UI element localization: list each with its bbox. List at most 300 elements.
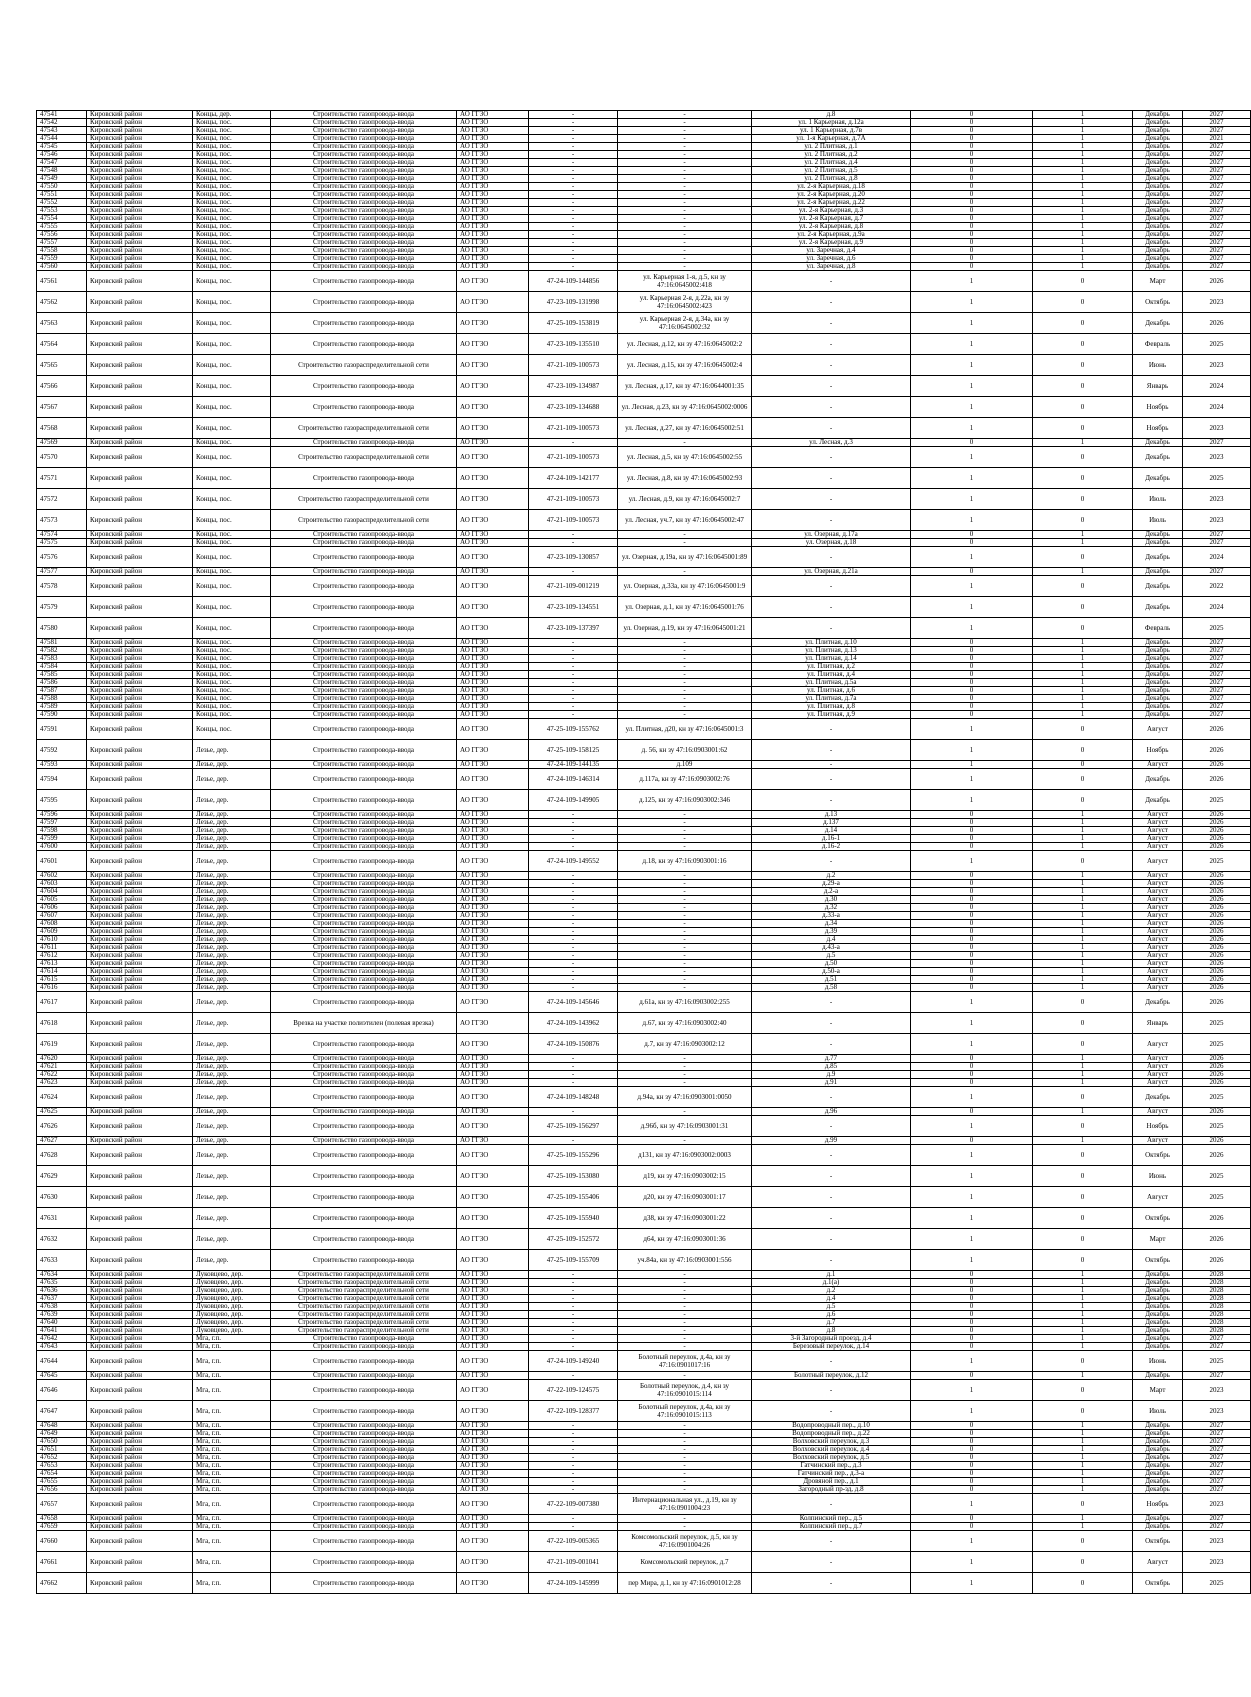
cell-v1: 0 [911,912,1033,920]
cell-id: 47642 [37,1335,87,1343]
cell-cadastral: д.94а, кн зу 47:16:0903001:0050 [618,1087,752,1108]
cell-v2: 1 [1033,1279,1133,1287]
cell-settlement: Концы, пос. [193,663,271,671]
cell-address: ул. Заречная, д.4 [752,247,911,255]
cell-id: 47574 [37,531,87,539]
cell-address: ул. 2-я Карьерная, д.9а [752,231,911,239]
table-row [37,263,1251,271]
cell-work: Строительство газопровода-ввода [271,912,457,920]
cell-work: Строительство газопровода-ввода [271,539,457,547]
cell-org: АО ГГЗО [457,1271,529,1279]
cell-address: д.58 [752,984,911,992]
cell-year: 2026 [1183,984,1251,992]
cell-district: Кировский район [87,1279,193,1287]
cell-settlement: Концы, пос. [193,655,271,663]
cell-tech: - [529,1055,618,1063]
cell-org: АО ГГЗО [457,231,529,239]
cell-cadastral: - [618,1462,752,1470]
cell-district: Кировский район [87,1438,193,1446]
cell-year: 2026 [1183,912,1251,920]
cell-id: 47588 [37,695,87,703]
cell-v2: 1 [1033,711,1133,719]
cell-cadastral: - [618,1311,752,1319]
cell-org: АО ГГЗО [457,976,529,984]
cell-v2: 1 [1033,671,1133,679]
cell-v2: 1 [1033,111,1133,119]
cell-v1: 1 [911,1250,1033,1271]
cell-address: д.50-а [752,968,911,976]
cell-id: 47576 [37,547,87,568]
cell-org: АО ГГЗО [457,207,529,215]
cell-v2: 0 [1033,790,1133,811]
cell-month: Август [1133,819,1183,827]
cell-v1: 0 [911,695,1033,703]
cell-district: Кировский район [87,1034,193,1055]
cell-v2: 1 [1033,1063,1133,1071]
cell-org: АО ГГЗО [457,968,529,976]
table-row [37,1552,1251,1573]
cell-id: 47590 [37,711,87,719]
cell-cadastral: - [618,1303,752,1311]
cell-id: 47568 [37,418,87,439]
cell-work: Строительство газораспределительной сети [271,355,457,376]
cell-district: Кировский район [87,976,193,984]
cell-id: 47661 [37,1552,87,1573]
cell-district: Кировский район [87,1116,193,1137]
cell-v1: 0 [911,159,1033,167]
cell-id: 47572 [37,489,87,510]
cell-id: 47644 [37,1351,87,1372]
cell-year: 2027 [1183,679,1251,687]
cell-district: Кировский район [87,1108,193,1116]
cell-settlement: Луковцево, дер. [193,1295,271,1303]
cell-year: 2027 [1183,687,1251,695]
cell-work: Строительство газопровода-ввода [271,679,457,687]
cell-org: АО ГГЗО [457,1515,529,1523]
cell-org: АО ГГЗО [457,671,529,679]
cell-tech: 47-21-109-100573 [529,510,618,531]
cell-work: Строительство газопровода-ввода [271,968,457,976]
cell-cadastral: - [618,811,752,819]
cell-id: 47626 [37,1116,87,1137]
cell-org: АО ГГЗО [457,1462,529,1470]
cell-id: 47662 [37,1573,87,1594]
cell-v1: 1 [911,761,1033,769]
cell-district: Кировский район [87,439,193,447]
cell-tech: 47-25-109-155709 [529,1250,618,1271]
cell-work: Строительство газопровода-ввода [271,568,457,576]
cell-v2: 1 [1033,439,1133,447]
cell-cadastral: - [618,231,752,239]
cell-address: ул. 2 Плитная, д.8 [752,175,911,183]
cell-month: Август [1133,1071,1183,1079]
cell-cadastral: - [618,920,752,928]
cell-id: 47564 [37,334,87,355]
table-row [37,1013,1251,1034]
cell-month: Декабрь [1133,711,1183,719]
table-row [37,992,1251,1013]
cell-org: АО ГГЗО [457,1335,529,1343]
cell-tech: - [529,1523,618,1531]
cell-district: Кировский район [87,1462,193,1470]
cell-month: Декабрь [1133,247,1183,255]
cell-v2: 0 [1033,447,1133,468]
table-row [37,355,1251,376]
cell-cadastral: д.18, кн зу 47:16:0903001:16 [618,851,752,872]
cell-id: 47629 [37,1166,87,1187]
cell-year: 2027 [1183,1335,1251,1343]
cell-year: 2027 [1183,1430,1251,1438]
cell-tech: - [529,167,618,175]
cell-district: Кировский район [87,671,193,679]
cell-cadastral: д19, кн зу 47:16:0903002:15 [618,1166,752,1187]
cell-settlement: Мга, г.п. [193,1372,271,1380]
cell-year: 2025 [1183,1166,1251,1187]
cell-id: 47634 [37,1271,87,1279]
cell-address: ул. 2-я Карьерная, д.8 [752,223,911,231]
cell-work: Строительство газопровода-ввода [271,397,457,418]
cell-work: Строительство газопровода-ввода [271,1055,457,1063]
cell-id: 47544 [37,135,87,143]
cell-org: АО ГГЗО [457,639,529,647]
cell-cadastral: ул. Лесная, д.8, кн зу 47:16:0645002:93 [618,468,752,489]
cell-id: 47570 [37,447,87,468]
cell-v1: 0 [911,1295,1033,1303]
table-row [37,489,1251,510]
cell-cadastral: д.67, кн зу 47:16:0903002:40 [618,1013,752,1034]
cell-district: Кировский район [87,960,193,968]
cell-month: Март [1133,1380,1183,1401]
cell-org: АО ГГЗО [457,247,529,255]
cell-id: 47640 [37,1319,87,1327]
cell-org: АО ГГЗО [457,1013,529,1034]
cell-month: Ноябрь [1133,397,1183,418]
cell-address: - [752,547,911,568]
cell-id: 47571 [37,468,87,489]
cell-v2: 1 [1033,1454,1133,1462]
cell-id: 47573 [37,510,87,531]
cell-year: 2026 [1183,811,1251,819]
cell-work: Строительство газопровода-ввода [271,1401,457,1422]
cell-tech: - [529,127,618,135]
cell-v1: 0 [911,811,1033,819]
cell-month: Август [1133,888,1183,896]
cell-month: Декабрь [1133,111,1183,119]
cell-org: АО ГГЗО [457,151,529,159]
cell-v1: 0 [911,1470,1033,1478]
cell-id: 47543 [37,127,87,135]
cell-cadastral: - [618,1137,752,1145]
cell-v1: 0 [911,1319,1033,1327]
cell-id: 47657 [37,1494,87,1515]
cell-settlement: Лезье, дер. [193,1079,271,1087]
cell-v2: 0 [1033,1401,1133,1422]
cell-v1: 0 [911,191,1033,199]
cell-address: ул. Лесная, д.3 [752,439,911,447]
cell-id: 47620 [37,1055,87,1063]
cell-cadastral: - [618,1523,752,1531]
table-row [37,711,1251,719]
table-row [37,1531,1251,1552]
cell-settlement: Лезье, дер. [193,888,271,896]
cell-district: Кировский район [87,819,193,827]
cell-month: Декабрь [1133,1295,1183,1303]
cell-v1: 0 [911,263,1033,271]
cell-cadastral: уч.84а, кн зу 47:16:0903001:556 [618,1250,752,1271]
cell-district: Кировский район [87,418,193,439]
cell-tech: 47-22-109-128377 [529,1401,618,1422]
cell-settlement: Концы, пос. [193,223,271,231]
cell-v2: 1 [1033,1311,1133,1319]
cell-settlement: Мга, г.п. [193,1573,271,1594]
cell-v1: 0 [911,223,1033,231]
cell-org: АО ГГЗО [457,468,529,489]
cell-month: Декабрь [1133,143,1183,151]
cell-month: Декабрь [1133,1287,1183,1295]
cell-work: Строительство газопровода-ввода [271,1372,457,1380]
cell-tech: 47-21-109-001219 [529,576,618,597]
cell-v1: 1 [911,468,1033,489]
cell-settlement: Мга, г.п. [193,1430,271,1438]
cell-cadastral: - [618,960,752,968]
cell-org: АО ГГЗО [457,843,529,851]
cell-org: АО ГГЗО [457,418,529,439]
cell-tech: - [529,888,618,896]
cell-v2: 1 [1033,1343,1133,1351]
cell-v2: 0 [1033,1034,1133,1055]
cell-district: Кировский район [87,827,193,835]
cell-cadastral: - [618,167,752,175]
cell-district: Кировский район [87,597,193,618]
cell-month: Ноябрь [1133,1494,1183,1515]
cell-tech: - [529,976,618,984]
cell-settlement: Лезье, дер. [193,968,271,976]
cell-tech: 47-24-109-142177 [529,468,618,489]
cell-work: Строительство газораспределительной сети [271,1279,457,1287]
cell-settlement: Концы, пос. [193,547,271,568]
cell-v2: 1 [1033,920,1133,928]
cell-settlement: Лезье, дер. [193,912,271,920]
cell-work: Строительство газопровода-ввода [271,1137,457,1145]
cell-v2: 1 [1033,159,1133,167]
cell-id: 47586 [37,679,87,687]
cell-work: Строительство газопровода-ввода [271,1079,457,1087]
cell-v1: 1 [911,418,1033,439]
cell-year: 2026 [1183,271,1251,292]
cell-v2: 0 [1033,618,1133,639]
cell-work: Строительство газопровода-ввода [271,976,457,984]
cell-work: Строительство газопровода-ввода [271,843,457,851]
cell-tech: 47-22-109-005365 [529,1531,618,1552]
cell-settlement: Лезье, дер. [193,984,271,992]
cell-org: АО ГГЗО [457,1523,529,1531]
cell-month: Август [1133,1552,1183,1573]
cell-address: 3-й Загородный проезд, д.4 [752,1335,911,1343]
cell-work: Строительство газопровода-ввода [271,1515,457,1523]
cell-org: АО ГГЗО [457,1446,529,1454]
cell-year: 2027 [1183,1438,1251,1446]
cell-cadastral: - [618,1470,752,1478]
cell-id: 47613 [37,960,87,968]
cell-address: - [752,1552,911,1573]
cell-settlement: Лезье, дер. [193,1034,271,1055]
cell-org: АО ГГЗО [457,1108,529,1116]
cell-org: АО ГГЗО [457,255,529,263]
cell-month: Август [1133,1137,1183,1145]
cell-cadastral: - [618,1271,752,1279]
cell-v2: 1 [1033,1523,1133,1531]
cell-v1: 1 [911,1187,1033,1208]
cell-tech: 47-24-109-148248 [529,1087,618,1108]
cell-address: - [752,447,911,468]
cell-org: АО ГГЗО [457,1071,529,1079]
cell-district: Кировский район [87,740,193,761]
cell-org: АО ГГЗО [457,1531,529,1552]
cell-tech: 47-23-109-137397 [529,618,618,639]
cell-v1: 1 [911,1380,1033,1401]
cell-work: Строительство газопровода-ввода [271,647,457,655]
cell-v1: 0 [911,175,1033,183]
cell-year: 2023 [1183,1401,1251,1422]
cell-id: 47553 [37,207,87,215]
cell-id: 47611 [37,944,87,952]
cell-id: 47580 [37,618,87,639]
cell-work: Строительство газопровода-ввода [271,143,457,151]
cell-v1: 0 [911,1515,1033,1523]
cell-v2: 1 [1033,1486,1133,1494]
cell-district: Кировский район [87,761,193,769]
cell-district: Кировский район [87,215,193,223]
cell-settlement: Концы, пос. [193,215,271,223]
cell-settlement: Лезье, дер. [193,1116,271,1137]
cell-cadastral: д131, кн зу 47:16:0903002:0003 [618,1145,752,1166]
cell-district: Кировский район [87,127,193,135]
cell-month: Декабрь [1133,703,1183,711]
cell-cadastral: ул. Лесная, д.27, кн зу 47:16:0645002:51 [618,418,752,439]
cell-year: 2026 [1183,313,1251,334]
cell-work: Строительство газопровода-ввода [271,576,457,597]
table-row [37,1351,1251,1372]
cell-org: АО ГГЗО [457,912,529,920]
cell-settlement: Лезье, дер. [193,819,271,827]
cell-tech: - [529,151,618,159]
cell-settlement: Лезье, дер. [193,1250,271,1271]
cell-v2: 1 [1033,703,1133,711]
cell-tech: 47-25-109-153819 [529,313,618,334]
cell-id: 47604 [37,888,87,896]
cell-year: 2023 [1183,447,1251,468]
table-row [37,292,1251,313]
cell-tech: - [529,1311,618,1319]
cell-month: Декабрь [1133,183,1183,191]
cell-settlement: Лезье, дер. [193,1166,271,1187]
cell-address: ул. Плитная, д.10 [752,639,911,647]
cell-address: - [752,1034,911,1055]
cell-year: 2026 [1183,944,1251,952]
cell-address: д.5 [752,1303,911,1311]
cell-cadastral: ул. Карьерная 1-я, д.5, кн зу 47:16:0645002:418 [618,271,752,292]
cell-month: Декабрь [1133,119,1183,127]
cell-v2: 0 [1033,376,1133,397]
cell-work: Строительство газораспределительной сети [271,489,457,510]
cell-settlement: Мга, г.п. [193,1470,271,1478]
cell-id: 47560 [37,263,87,271]
cell-id: 47585 [37,671,87,679]
cell-year: 2026 [1183,1137,1251,1145]
cell-cadastral: д20, кн зу 47:16:0903001:17 [618,1187,752,1208]
cell-tech: - [529,811,618,819]
cell-month: Июль [1133,510,1183,531]
cell-work: Строительство газопровода-ввода [271,920,457,928]
cell-v1: 0 [911,1063,1033,1071]
cell-cadastral: - [618,1446,752,1454]
cell-district: Кировский район [87,1494,193,1515]
cell-tech: 47-25-109-155406 [529,1187,618,1208]
cell-cadastral: ул. Лесная, д.15, кн зу 47:16:0645002:4 [618,355,752,376]
cell-settlement: Лезье, дер. [193,944,271,952]
cell-year: 2027 [1183,199,1251,207]
cell-v1: 1 [911,355,1033,376]
cell-org: АО ГГЗО [457,695,529,703]
cell-org: АО ГГЗО [457,539,529,547]
cell-cadastral: - [618,904,752,912]
cell-tech: - [529,912,618,920]
cell-year: 2026 [1183,1063,1251,1071]
cell-v2: 1 [1033,1446,1133,1454]
cell-v2: 0 [1033,761,1133,769]
cell-v1: 0 [911,1071,1033,1079]
cell-work: Строительство газопровода-ввода [271,1250,457,1271]
cell-id: 47593 [37,761,87,769]
cell-org: АО ГГЗО [457,1087,529,1108]
cell-settlement: Концы, пос. [193,167,271,175]
cell-v2: 0 [1033,1531,1133,1552]
cell-id: 47654 [37,1470,87,1478]
cell-district: Кировский район [87,175,193,183]
cell-address: д.39 [752,928,911,936]
cell-district: Кировский район [87,1552,193,1573]
cell-v2: 1 [1033,663,1133,671]
cell-v1: 0 [911,872,1033,880]
cell-address: - [752,851,911,872]
cell-tech: - [529,223,618,231]
cell-district: Кировский район [87,167,193,175]
cell-id: 47659 [37,1523,87,1531]
cell-month: Август [1133,928,1183,936]
cell-id: 47612 [37,952,87,960]
cell-year: 2026 [1183,928,1251,936]
cell-v2: 1 [1033,1430,1133,1438]
cell-year: 2026 [1183,769,1251,790]
cell-v2: 1 [1033,1071,1133,1079]
cell-work: Строительство газопровода-ввода [271,639,457,647]
cell-month: Декабрь [1133,1343,1183,1351]
cell-work: Строительство газопровода-ввода [271,271,457,292]
cell-v1: 1 [911,1401,1033,1422]
cell-cadastral: ул. Озерная, д.19а, кн зу 47:16:0645001:89 [618,547,752,568]
cell-tech: - [529,1515,618,1523]
cell-month: Декабрь [1133,135,1183,143]
cell-v2: 1 [1033,952,1133,960]
cell-cadastral: пер Мира, д.1, кн зу 47:16:0901012:28 [618,1573,752,1594]
cell-v1: 0 [911,1462,1033,1470]
table-row [37,1523,1251,1531]
cell-work: Строительство газопровода-ввода [271,1108,457,1116]
cell-address: - [752,1166,911,1187]
cell-v2: 1 [1033,255,1133,263]
cell-district: Кировский район [87,292,193,313]
cell-v1: 1 [911,1145,1033,1166]
